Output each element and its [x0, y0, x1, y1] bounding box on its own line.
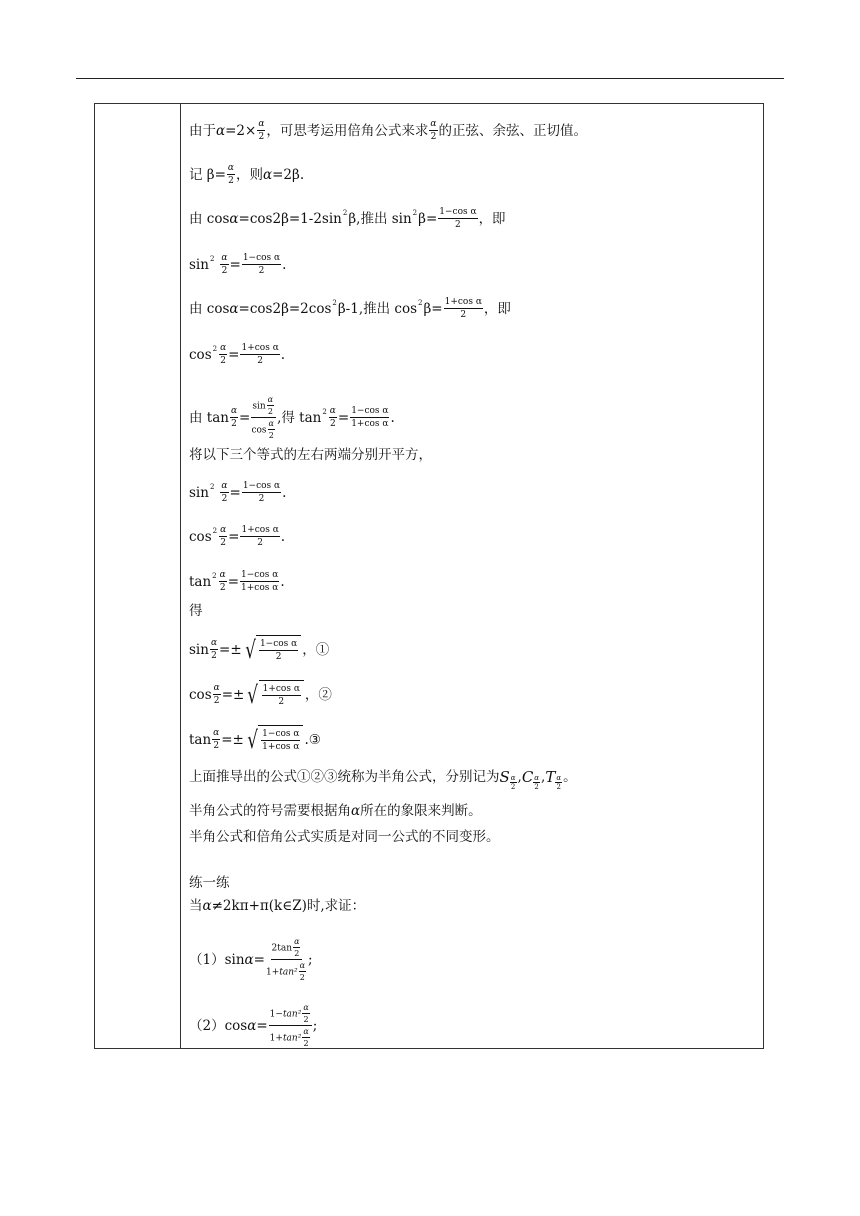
text: 记 β= — [189, 167, 226, 183]
denominator: 2 — [258, 266, 265, 276]
text: （2）cos — [189, 1018, 248, 1034]
text: tan² — [282, 1009, 302, 1020]
numerator: α — [220, 343, 227, 353]
text: tan — [189, 574, 212, 590]
sign-note-line — [189, 802, 482, 820]
subscript-fraction — [555, 775, 562, 791]
alpha-symbol: α — [263, 167, 273, 183]
numerator — [251, 396, 276, 418]
cos-squared-result: cos 2 $\frac{\alpha}{2}$ = $\frac{\text{1+cos α}}{2}$ . — [189, 344, 285, 366]
numerator: α — [230, 406, 238, 416]
result-label — [189, 602, 203, 620]
numerator: α — [267, 395, 274, 404]
text: tan² — [282, 1033, 302, 1044]
text: , — [517, 769, 522, 785]
numerator: α — [219, 570, 226, 580]
denominator: 2 — [455, 220, 461, 230]
numerator: α — [220, 525, 227, 535]
denominator: 2 — [299, 973, 305, 982]
text: = — [253, 952, 265, 968]
text: 当 — [189, 898, 203, 914]
text: = — [239, 410, 251, 426]
numerator: 1−cos α — [242, 481, 281, 491]
text: , — [541, 769, 546, 785]
numerator — [271, 938, 303, 960]
tan-squared-eq: tan 2 $\frac{\alpha}{2}$ = $\frac{\text{1−cos α}}{\text{1+cos α}}$ . — [189, 571, 285, 593]
numerator: α — [227, 163, 234, 173]
text: .③ — [304, 732, 321, 748]
sin-squared-result: sin 2 $\frac{\alpha}{2}$ = $\frac{\text{1−cos α}}{2}$ . — [189, 254, 286, 276]
fraction — [220, 482, 228, 504]
denominator: 2 — [303, 1015, 309, 1024]
denominator: 2 — [430, 132, 437, 142]
fraction — [261, 730, 300, 752]
fraction — [242, 482, 281, 504]
numerator: α — [221, 481, 228, 491]
text: sin — [252, 401, 266, 412]
numerator: 1−cos α — [259, 639, 298, 649]
half-angle-tan-formula — [189, 725, 321, 755]
alpha-symbol: α — [202, 898, 212, 914]
numerator: α — [213, 728, 220, 738]
numerator: 1−cos α — [242, 253, 281, 263]
text: cos — [189, 347, 212, 363]
text: 2tan — [271, 943, 293, 954]
text: ，② — [304, 687, 332, 703]
text: 1− — [269, 1009, 283, 1020]
fraction — [242, 254, 281, 276]
fraction — [267, 396, 274, 416]
numerator: α — [534, 774, 540, 782]
intro-line — [189, 120, 587, 142]
compound-fraction — [269, 1004, 312, 1048]
text: 练一练 — [189, 875, 230, 891]
exponent: 2 — [412, 209, 418, 217]
subscript-fraction — [510, 775, 517, 791]
derive-cos-line — [189, 298, 511, 320]
fraction — [220, 254, 228, 276]
text: . — [282, 485, 287, 501]
denominator: 2 — [303, 1039, 309, 1048]
denominator — [270, 1026, 311, 1048]
text: β,推出 sin — [348, 211, 412, 227]
denominator: 2 — [213, 741, 220, 751]
denominator: 2 — [221, 494, 228, 504]
text: β-1,推出 cos — [337, 301, 418, 317]
denominator: 2 — [211, 651, 217, 661]
exponent: 2 — [418, 299, 423, 307]
exponent: 2 — [322, 408, 327, 416]
text: 上面推导出的公式①②③统称为半角公式，分别记为 — [189, 769, 500, 785]
define-beta-line — [189, 164, 304, 186]
text: cos — [189, 529, 212, 545]
text: 半角公式和倍角公式实质是对同一公式的不同变形。 — [189, 829, 500, 845]
denominator: 2 — [278, 697, 285, 707]
numerator: α — [299, 961, 306, 970]
fraction — [219, 526, 227, 548]
exercise-1 — [189, 938, 313, 982]
numerator: 1+cos α — [444, 297, 482, 307]
sin-squared-eq: sin 2 $\frac{\alpha}{2}$ = $\frac{\text{1−cos α}}{2}$ . — [189, 482, 286, 504]
square-root: √ $\frac{\text{1−cos α}}{2}$ — [243, 635, 302, 665]
symbol-s: S — [499, 768, 510, 786]
text: sin — [189, 642, 209, 658]
half-angle-sin-formula — [189, 635, 329, 665]
alpha-symbol: α — [229, 211, 239, 227]
text: ; — [312, 1018, 318, 1034]
fraction — [213, 684, 221, 706]
numerator: 1−cos α — [241, 570, 279, 580]
text: 由 cos — [189, 211, 230, 227]
denominator: 2 — [534, 783, 539, 791]
exercise-2 — [189, 1004, 317, 1048]
numerator: α — [294, 937, 300, 946]
text: cos — [251, 425, 267, 436]
exponent: 2 — [212, 345, 218, 353]
numerator: α — [303, 1027, 309, 1036]
numerator: α — [258, 119, 265, 129]
text: tan² — [279, 967, 298, 978]
text: =± — [219, 642, 242, 658]
text: =± — [221, 687, 245, 703]
numerator: 1−cos α — [351, 406, 389, 416]
denominator: 2 — [460, 310, 467, 320]
denominator: 2 — [275, 652, 282, 662]
fraction — [219, 571, 227, 593]
fraction — [230, 407, 238, 429]
denominator: 2 — [510, 783, 516, 791]
text: 由 cos — [189, 301, 230, 317]
exponent: 2 — [209, 483, 215, 491]
text: . — [280, 529, 286, 545]
text: 。 — [563, 769, 577, 785]
text: （1）sin — [189, 952, 245, 968]
fraction — [350, 407, 389, 429]
text: 1+ — [265, 967, 280, 978]
text: ，可思考运用倍角公式来求 — [266, 123, 429, 139]
text: 1+ — [269, 1033, 283, 1044]
fraction — [329, 407, 337, 429]
denominator: 2 — [556, 783, 561, 791]
exponent: 2 — [342, 209, 348, 217]
denominator: 2 — [294, 949, 300, 958]
denominator: 2 — [220, 356, 226, 366]
compound-fraction — [251, 396, 276, 440]
alpha-symbol: α — [229, 301, 239, 317]
text: ; — [308, 952, 313, 968]
alpha-symbol: α — [247, 1018, 257, 1034]
alpha-symbol: α — [216, 123, 226, 139]
text: ，则 — [236, 167, 263, 183]
symbol-t: T — [545, 768, 556, 786]
fraction — [259, 640, 298, 662]
denominator: 2 — [268, 431, 274, 440]
exponent: 2 — [212, 572, 217, 580]
text: β= — [418, 211, 438, 227]
text: . — [282, 257, 287, 273]
subscript-fraction — [533, 775, 540, 791]
denominator: 2 — [257, 356, 263, 366]
symbol-c: C — [521, 768, 534, 786]
text: 由 tan — [189, 410, 229, 426]
denominator: 2 — [329, 419, 336, 429]
text: 得 — [189, 603, 203, 619]
text: sin — [189, 485, 209, 501]
fraction — [240, 571, 279, 593]
numerator: 1−cos α — [262, 729, 300, 739]
fraction — [219, 344, 227, 366]
practice-condition — [189, 897, 365, 915]
exponent: 2 — [212, 527, 218, 535]
text: = — [256, 1018, 268, 1034]
denominator: 2 — [213, 696, 220, 706]
denominator — [251, 418, 275, 440]
text: 的正弦、余弦、正切值。 — [438, 123, 587, 139]
fraction — [268, 420, 275, 440]
text: 半角公式的符号需要根据角 — [189, 803, 351, 819]
fraction — [444, 298, 483, 320]
fraction — [302, 1004, 309, 1024]
denominator: 2 — [258, 494, 265, 504]
compound-fraction — [266, 938, 307, 982]
numerator: α — [210, 638, 218, 648]
practice-heading — [189, 874, 230, 892]
denominator: 2 — [221, 266, 228, 276]
text: =cos2β=1-2sin — [238, 211, 342, 227]
fraction — [240, 526, 279, 548]
fraction — [240, 344, 279, 366]
fraction — [299, 962, 306, 982]
numerator: α — [268, 419, 274, 428]
fraction — [429, 120, 437, 142]
text: . — [280, 347, 286, 363]
exponent: 2 — [332, 299, 337, 307]
numerator: α — [221, 253, 228, 263]
denominator: 1+cos α — [241, 583, 279, 593]
text: =2× — [225, 123, 257, 139]
text: 将以下三个等式的左右两端分别开平方， — [189, 447, 432, 463]
text: sin — [189, 257, 209, 273]
text: ,得 tan — [277, 410, 322, 426]
denominator: 2 — [258, 132, 265, 142]
fraction — [212, 729, 220, 751]
derive-sin-line — [189, 208, 506, 230]
numerator: α — [510, 774, 516, 782]
denominator: 1+cos α — [351, 419, 389, 429]
text: tan — [189, 732, 212, 748]
alpha-symbol: α — [244, 952, 254, 968]
numerator: 1+cos α — [262, 684, 300, 694]
fraction — [257, 120, 265, 142]
text: cos — [189, 687, 212, 703]
half-angle-cos-formula — [189, 680, 332, 710]
denominator: 2 — [257, 538, 263, 548]
relation-note-line — [189, 828, 500, 846]
text: =2β. — [272, 167, 305, 183]
fraction — [302, 1028, 309, 1048]
fraction — [210, 639, 218, 661]
cos-squared-eq: cos 2 $\frac{\alpha}{2}$ = $\frac{\text{1+cos α}}{2}$ . — [189, 526, 285, 548]
numerator: 1+cos α — [241, 525, 279, 535]
text: β= — [423, 301, 443, 317]
numerator: α — [556, 774, 562, 782]
fraction — [438, 208, 477, 230]
text: 所在的象限来判断。 — [360, 803, 482, 819]
text: =± — [221, 732, 244, 748]
exponent: 2 — [209, 255, 215, 263]
text: =cos2β=2cos — [238, 301, 332, 317]
denominator: 2 — [228, 176, 234, 186]
numerator: α — [430, 119, 437, 129]
text: . — [280, 574, 285, 590]
denominator: 2 — [231, 419, 237, 429]
fraction — [262, 685, 301, 707]
text: ，即 — [478, 211, 506, 227]
numerator — [269, 1004, 312, 1026]
text: ≠2kπ+π(k∈Z)时,求证： — [211, 898, 366, 914]
text: . — [390, 410, 395, 426]
instruction-line — [189, 446, 432, 464]
alpha-symbol: α — [351, 803, 361, 819]
table-column-divider — [180, 103, 181, 1049]
denominator: 2 — [219, 583, 226, 593]
text: ，① — [302, 642, 330, 658]
numerator: 1+cos α — [241, 343, 279, 353]
fraction — [227, 164, 235, 186]
denominator — [266, 960, 307, 982]
denominator: 2 — [220, 538, 226, 548]
text: 由于 — [189, 123, 216, 139]
denominator: 1+cos α — [262, 742, 300, 752]
half-angle-notation-line — [189, 768, 577, 791]
numerator: α — [329, 406, 336, 416]
fraction — [293, 938, 300, 958]
numerator: α — [303, 1003, 309, 1012]
denominator: 2 — [267, 407, 273, 416]
numerator: α — [213, 683, 220, 693]
square-root: √ $\frac{\text{1+cos α}}{2}$ — [245, 680, 304, 710]
square-root: √ $\frac{\text{1−cos α}}{\text{1+cos α}}$ — [245, 725, 304, 755]
header-rule — [76, 78, 784, 79]
text: ，即 — [483, 301, 511, 317]
tan-derivation-line: 由 tan $\frac{\alpha}{2}$ = sin $\frac{\alpha}{2}$ cos $\frac{\alpha}{2}$ ,得 tan 2 $\frac{\alpha}{2}$ = $\frac{\text{1−cos α}}{\text{1+cos α}}$ . — [189, 395, 395, 440]
numerator: 1−cos α — [439, 207, 477, 217]
